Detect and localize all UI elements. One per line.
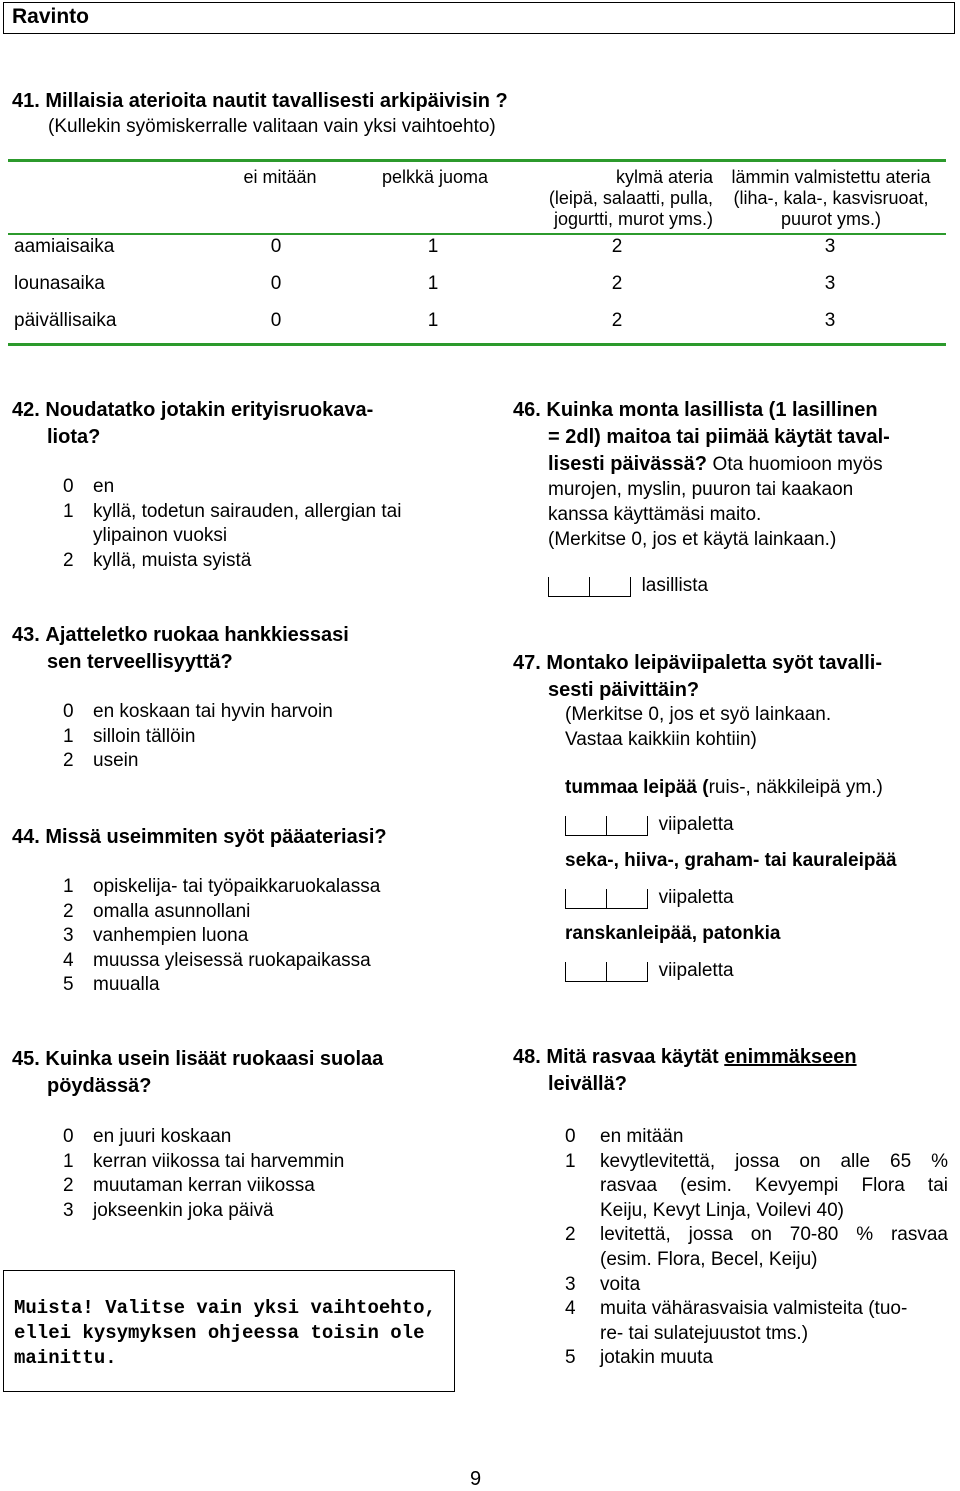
list-item[interactable]: 1 kevytlevitettä, jossa on alle 65 %	[565, 1150, 948, 1172]
list-item[interactable]: 2 levitettä, jossa on 70-80 % rasvaa	[565, 1224, 948, 1246]
q43-title: 43. Ajatteletko ruokaa hankkiessasi sen terveellisyyttä?	[12, 624, 349, 673]
table-header-rule	[8, 233, 946, 235]
table-row: päivällisaika	[14, 310, 117, 331]
table-row: aamiaisaika	[14, 236, 115, 257]
q42-title: 42. Noudatatko jotakin erityisruokava- liota?	[12, 399, 374, 448]
list-item[interactable]: 3 vanhempien luona	[63, 925, 249, 947]
section-title: Ravinto	[12, 5, 90, 28]
list-item[interactable]: 0 en juuri koskaan	[63, 1126, 232, 1147]
row0-opt0[interactable]: 0	[270, 236, 282, 257]
q41-title: 41. Millaisia aterioita nautit tavallisesti arkipäivisin ?	[12, 90, 508, 112]
row2-opt3[interactable]: 3	[824, 310, 836, 331]
page-number: 9	[470, 1468, 482, 1490]
list-item[interactable]: 0 en	[63, 476, 115, 497]
list-item[interactable]: 5 jotakin muuta	[565, 1347, 714, 1369]
list-item[interactable]: 4 muita vähärasvaisia valmisteita (tuo-	[565, 1298, 908, 1320]
table-row: lounasaika	[14, 273, 105, 294]
row2-opt0[interactable]: 0	[270, 310, 282, 331]
q44-options	[63, 875, 453, 998]
col-header-1: pelkkä juoma	[381, 167, 489, 187]
list-item[interactable]: 2 usein	[63, 750, 139, 772]
row1-opt2[interactable]: 2	[611, 273, 623, 294]
section-header-box	[3, 2, 955, 34]
list-item[interactable]: 3 voita	[565, 1273, 641, 1295]
list-item[interactable]: 2 kyllä, muista syistä	[63, 549, 252, 571]
q47-answer-field-1[interactable]: viipaletta	[565, 887, 734, 909]
table-bottom-rule	[8, 343, 946, 346]
q46-unit: lasillista	[641, 575, 709, 596]
row1-opt3[interactable]: 3	[824, 273, 836, 294]
row0-opt1[interactable]: 1	[427, 236, 439, 257]
row0-opt3[interactable]: 3	[824, 236, 836, 257]
q46-description: murojen, myslin, puuron tai kaakaon kanssa käyttämäsi maito. (Merkitse 0, jos et käytä lainkaan.)	[548, 479, 854, 550]
list-item[interactable]: 0 en koskaan tai hyvin harvoin	[63, 701, 333, 722]
list-item[interactable]: 1 kyllä, todetun sairauden, allergian tai	[63, 500, 402, 522]
q42-options: 0 en 1 kyllä, todetun sairauden, allergian tai ylipainon vuoksi 2 kyllä, muista syistä	[63, 475, 453, 573]
q47-answer-field-2[interactable]: viipaletta	[565, 960, 734, 982]
row2-opt2[interactable]: 2	[611, 310, 623, 331]
q47-item-label-1: seka-, hiiva-, graham- tai kauraleipää	[565, 850, 897, 871]
list-item[interactable]: 4 muussa yleisessä ruokapaikassa	[63, 949, 371, 971]
q41-subtitle: (Kullekin syömiskerralle valitaan vain yksi vaihtoehto)	[48, 116, 496, 137]
q44-title: 44. Missä useimmiten syöt pääateriasi?	[12, 826, 387, 848]
q43-options	[63, 700, 453, 774]
q46-title: 46. Kuinka monta lasillista (1 lasillinen = 2dl) maitoa tai piimää käytät taval- lisesti päivässä? Ota huomioon myös	[513, 399, 890, 475]
list-item[interactable]: 1 kerran viikossa tai harvemmin	[63, 1150, 345, 1172]
list-item[interactable]: 2 muutaman kerran viikossa	[63, 1175, 315, 1197]
col-header-2: kylmä ateria (leipä, salaatti, pulla, jogurtti, murot yms.)	[548, 167, 713, 229]
row1-opt0[interactable]: 0	[270, 273, 282, 294]
q48-options: 0 en mitään 1 kevytlevitettä, jossa on alle 65 % rasvaa (esim. Kevyempi Flora tai Keiju, Kevyt Linja, Voilevi 40) 2 levitettä, jossa on 70-80 % rasvaa (esim. Flora, Becel, Keiju) 3 voita 4 muita vähärasvaisia valmisteita (tuo- re- tai sulatejuustot tms.) 5 jotakin muuta	[565, 1125, 948, 1371]
col-header-3: lämmin valmistettu ateria (liha-, kala-, kasvisruoat, puurot yms.)	[731, 167, 931, 229]
q48-title: 48. Mitä rasvaa käytät enimmäkseen leivällä?	[513, 1046, 857, 1095]
q45-title: 45. Kuinka usein lisäät ruokaasi suolaa pöydässä?	[12, 1048, 384, 1097]
list-item[interactable]: 3 jokseenkin joka päivä	[63, 1199, 274, 1221]
q47-item-label-0: tummaa leipää (ruis-, näkkileipä ym.)	[565, 777, 883, 798]
table-top-rule	[8, 159, 946, 162]
q47-item-label-2: ranskanleipää, patonkia	[565, 923, 781, 944]
list-item[interactable]: 1 opiskelija- tai työpaikkaruokalassa	[63, 876, 381, 897]
q45-options	[63, 1125, 453, 1223]
col-header-0: ei mitään	[243, 167, 317, 187]
list-item[interactable]: 0 en mitään	[565, 1126, 684, 1147]
row0-opt2[interactable]: 2	[611, 236, 623, 257]
row1-opt1[interactable]: 1	[427, 273, 439, 294]
notice-text: Muista! Valitse vain yksi vaihtoehto, ellei kysymyksen ohjeessa toisin ole mainittu.	[14, 1297, 436, 1369]
list-item[interactable]: 2 omalla asunnollani	[63, 900, 251, 922]
list-item[interactable]: 5 muualla	[63, 974, 160, 996]
q47-title: 47. Montako leipäviipaletta syöt tavalli- sesti päivittäin?	[513, 652, 883, 701]
q46-answer-field[interactable]	[548, 575, 708, 597]
list-item[interactable]: 1 silloin tällöin	[63, 725, 196, 747]
q47-description: (Merkitse 0, jos et syö lainkaan. Vastaa kaikkiin kohtiin)	[565, 704, 832, 750]
q47-answer-field-0[interactable]: viipaletta	[565, 814, 734, 836]
row2-opt1[interactable]: 1	[427, 310, 439, 331]
